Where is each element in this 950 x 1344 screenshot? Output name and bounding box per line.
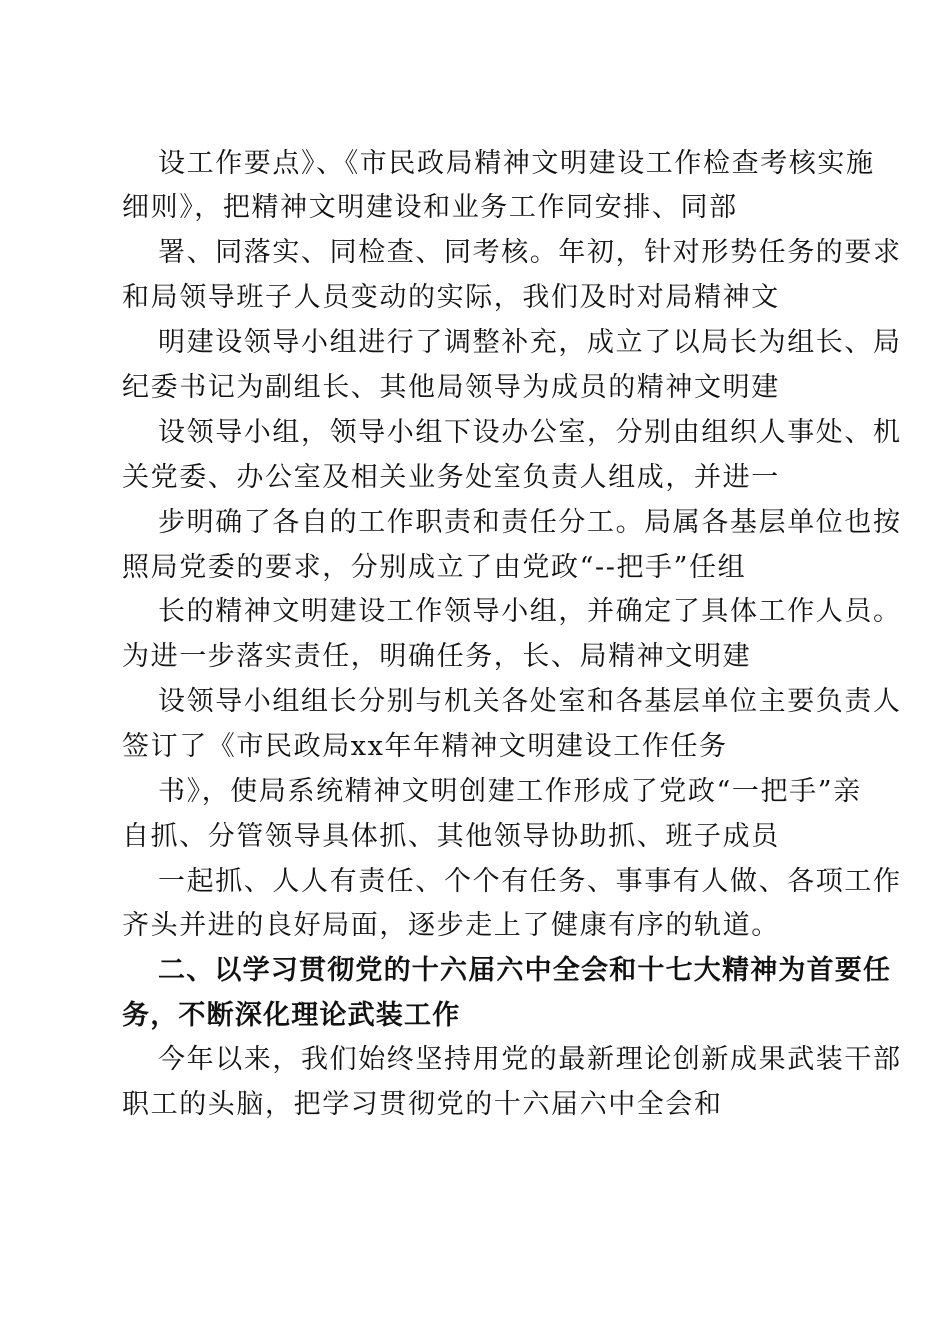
body-text-line: 纪委书记为副组长、其他局领导为成员的精神文明建 (122, 372, 780, 403)
body-text-line: 署、同落实、同检查、同考核。年初，针对形势任务的要求 (158, 237, 902, 268)
section-heading: 二、以学习贯彻党的十六届六中全会和十七大精神为首要任 (158, 955, 892, 986)
body-text-line: 关党委、办公室及相关业务处室负责人组成，并进一 (122, 462, 780, 493)
body-text-line: 和局领导班子人员变动的实际，我们及时对局精神文 (122, 282, 780, 313)
body-text-line: 职工的头脑，把学习贯彻党的十六届六中全会和 (122, 1089, 723, 1120)
body-text-line: 设领导小组，领导小组下设办公室，分别由组织人事处、机 (158, 417, 902, 448)
body-text-line: 设工作要点》、《市民政局精神文明建设工作检查考核实施 (158, 148, 875, 179)
body-text-line: 为进一步落实责任，明确任务，长、局精神文明建 (122, 641, 752, 672)
body-text-line: 照局党委的要求，分别成立了由党政“--把手”任组 (122, 552, 747, 583)
body-text-line: 长的精神文明建设工作领导小组，并确定了具体工作人员。 (158, 596, 902, 627)
body-text-line: 细则》，把精神文明建设和业务工作同安排、同部 (122, 192, 738, 223)
body-text-line: 步明确了各自的工作职责和责任分工。局属各基层单位也按 (158, 507, 902, 538)
body-text-line: 签订了《市民政局xx年年精神文明建设工作任务 (122, 731, 728, 762)
body-text-line: 书》，使局系统精神文明创建工作形成了党政“一把手”亲 (158, 776, 862, 807)
body-text-line: 设领导小组组长分别与机关各处室和各基层单位主要负责人 (158, 686, 902, 717)
body-text-line: 今年以来，我们始终坚持用党的最新理论创新成果武装干部 (158, 1044, 902, 1075)
body-text-line: 一起抓、人人有责任、个个有任务、事事有人做、各项工作 (158, 866, 902, 897)
section-heading-continued: 务，不断深化理论武装工作 (122, 1000, 461, 1031)
body-text-line: 明建设领导小组进行了调整补充，成立了以局长为组长、局 (158, 327, 902, 358)
body-text-line: 自抓、分管领导具体抓、其他领导协助抓、班子成员 (122, 821, 780, 852)
body-text-line: 齐头并进的良好局面，逐步走上了健康有序的轨道。 (122, 910, 780, 941)
